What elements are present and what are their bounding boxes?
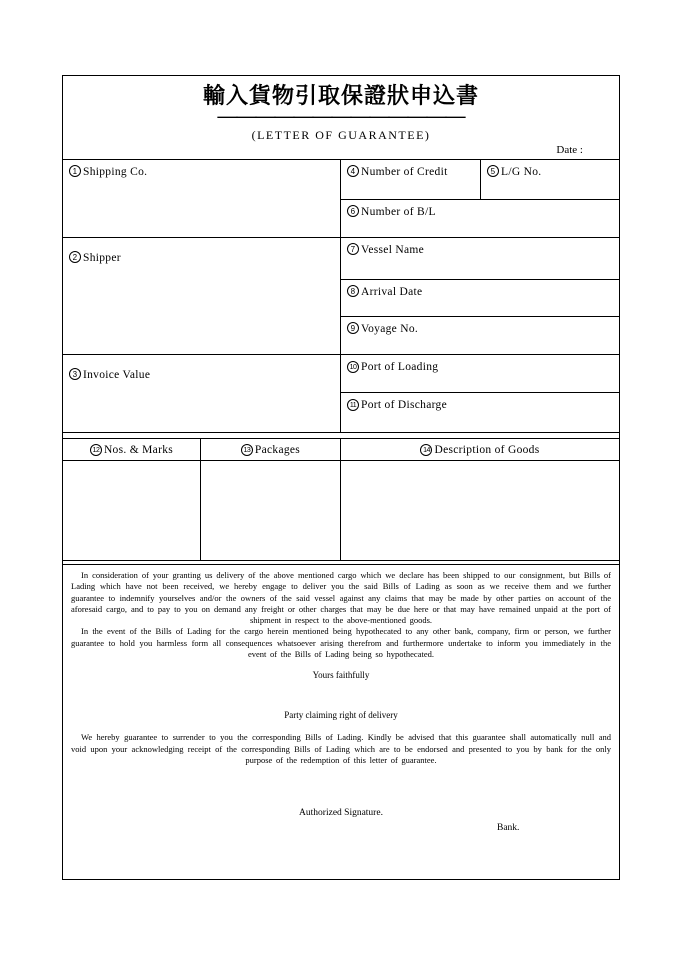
description-of-goods-entry-cell	[341, 461, 620, 561]
form-subtitle: (LETTER OF GUARANTEE)	[251, 128, 431, 142]
header-label-description-of-goods: Description of Goods	[434, 443, 540, 456]
guarantee-paragraph-1: In consideration of your granting us delivery of the above mentioned cargo which we declare has been shipped to our consignment, but Bills of Lading which have not been received, we hereby engage to deliver you the said Bills of Lading as soon as we receive them and we further guarantee to indemnify yourselves and/or the owners of the said vessel against any claims that may be made by other parties on account of the aforesaid cargo, and to pay to you on demand any freight or other charges that may be due here or that may have remained unpaid at the port of shipment in respect to the above-mentioned goods.	[71, 570, 611, 626]
field-label-arrival-date: Arrival Date	[361, 286, 423, 298]
nos-marks-entry-cell	[63, 461, 201, 561]
goods-table	[62, 438, 620, 561]
field-cell-arrival-date	[341, 280, 620, 317]
field-cell-shipper	[63, 238, 341, 355]
circled-number-14: 14	[420, 444, 432, 456]
field-label-number-of-bl: Number of B/L	[361, 206, 436, 218]
field-label-voyage-no: Voyage No.	[361, 323, 419, 335]
field-cell-invoice-value	[63, 355, 341, 433]
authorized-signature-label: Authorized Signature.	[299, 808, 383, 819]
form-title-cjk: 輸入貨物引取保證狀申込書	[202, 83, 479, 108]
field-label-port-of-discharge: Port of Discharge	[361, 399, 448, 411]
circled-number-2: 2	[69, 251, 81, 263]
bank-guarantee-paragraph: We hereby guarantee to surrender to you the corresponding Bills of Lading. Kindly be advised that this guarantee shall automatically null and void upon your acknowledging receipt of the corresponding Bills of Lading which are to be endorsed and presented to you by bank for the only purpose of the redemption of this letter of guarantee.	[71, 732, 611, 765]
guarantee-paragraph-2: In the event of the Bills of Lading for the cargo herein mentioned being hypothecated to any other bank, company, firm or person, we further guarantee to hold you harmless form all consequences whatsoever arising therefrom and furthermore undertake to inform you immediately in the event of the Bills of Lading being so hypothecated.	[71, 626, 611, 660]
header-cell-nos-marks	[63, 439, 201, 461]
table-row	[63, 461, 620, 561]
circled-number-7: 7	[347, 243, 359, 255]
field-label-lg-no: L/G No.	[501, 166, 542, 178]
field-cell-voyage-no	[341, 317, 620, 355]
field-cell-port-of-discharge	[341, 393, 620, 433]
circled-number-4: 4	[347, 165, 359, 177]
field-label-number-of-credit: Number of Credit	[361, 166, 448, 178]
closing-yours-faithfully: Yours faithfully	[312, 670, 370, 681]
title-underline: —————————————	[217, 110, 465, 122]
circled-number-10: 10	[347, 361, 359, 373]
table-row	[63, 238, 620, 280]
field-cell-number-of-credit	[341, 160, 481, 200]
field-cell-port-of-loading	[341, 355, 620, 393]
table-row	[63, 355, 620, 393]
field-cell-vessel-name	[341, 238, 620, 280]
circled-number-11: 11	[347, 399, 359, 411]
field-cell-shipping-co	[63, 160, 341, 238]
header-label-nos-marks: Nos. & Marks	[103, 443, 174, 456]
guarantee-clause-section	[63, 564, 619, 834]
field-label-shipping-co: Shipping Co.	[83, 166, 148, 178]
field-label-vessel-name: Vessel Name	[361, 244, 425, 256]
circled-number-3: 3	[69, 368, 81, 380]
field-cell-lg-no	[481, 160, 620, 200]
table-row	[63, 160, 620, 200]
circled-number-5: 5	[487, 165, 499, 177]
date-label: Date :	[556, 144, 583, 156]
fields-table	[62, 159, 620, 433]
packages-entry-cell	[201, 461, 341, 561]
bank-label: Bank.	[497, 823, 520, 834]
circled-number-8: 8	[347, 285, 359, 297]
header-label-packages: Packages	[254, 443, 301, 456]
party-claiming-line: Party claiming right of delivery	[284, 710, 398, 721]
table-row	[63, 439, 620, 461]
field-label-shipper: Shipper	[83, 252, 121, 264]
circled-number-6: 6	[347, 205, 359, 217]
field-cell-number-of-bl	[341, 200, 620, 238]
field-label-port-of-loading: Port of Loading	[361, 361, 439, 373]
circled-number-12: 12	[90, 444, 102, 456]
header-cell-packages	[201, 439, 341, 461]
circled-number-9: 9	[347, 322, 359, 334]
field-label-invoice-value: Invoice Value	[83, 369, 151, 381]
circled-number-13: 13	[241, 444, 253, 456]
circled-number-1: 1	[69, 165, 81, 177]
letter-of-guarantee-form	[62, 75, 620, 880]
header-cell-description-of-goods	[341, 439, 620, 461]
